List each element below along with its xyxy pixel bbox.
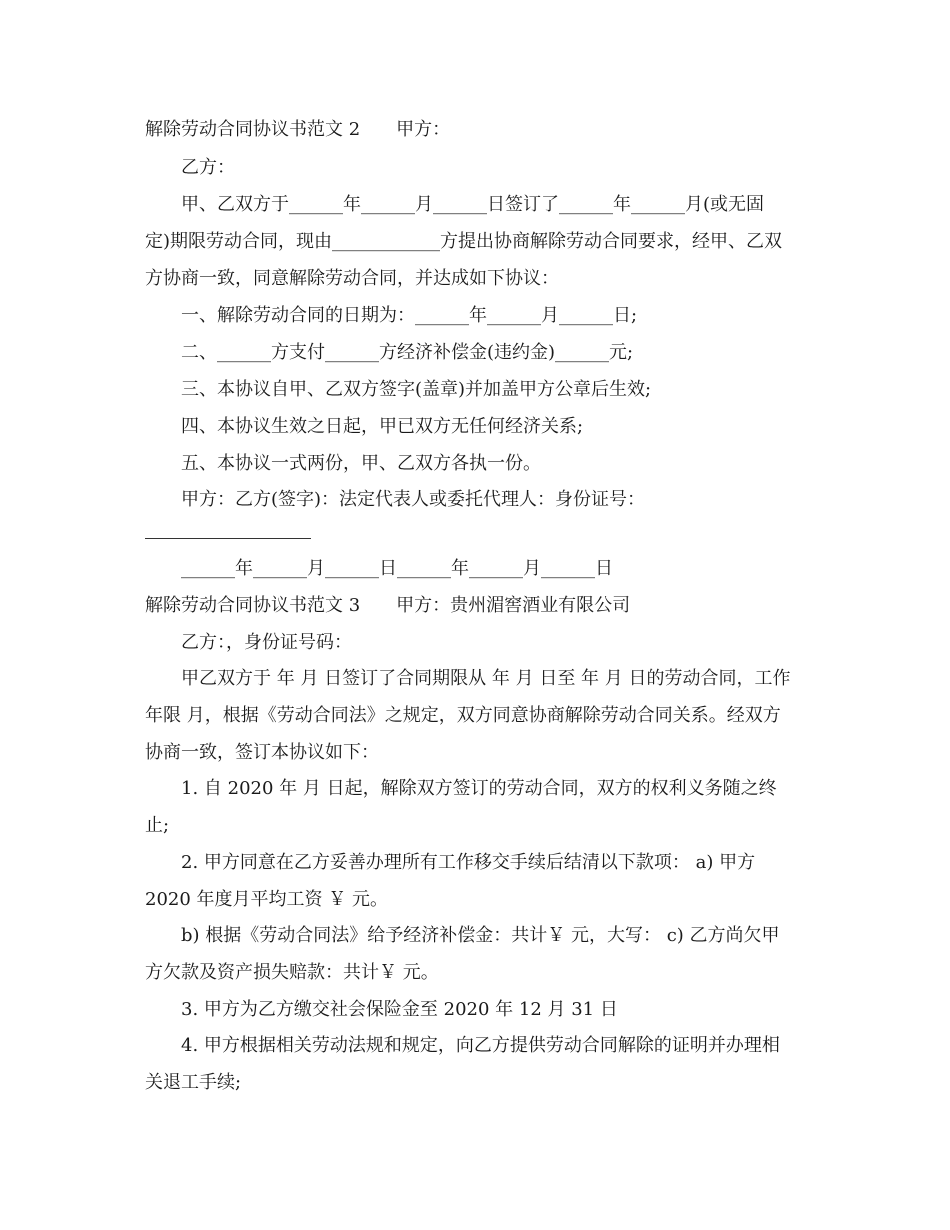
clause-2: 二、______方支付______方经济补偿金(违约金)______元;	[181, 342, 634, 363]
paragraph-line: 年限 月，根据《劳动合同法》之规定，双方同意协商解除劳动合同关系。经双方	[145, 705, 781, 726]
date-line: ______年______月______日______年______月______日	[181, 558, 613, 579]
clause-3: 三、本协议自甲、乙双方签字(盖章)并加盖甲方公章后生效;	[181, 379, 652, 400]
section-3-title: 解除劳动合同协议书范文 3 甲方：贵州湄窖酒业有限公司	[145, 595, 631, 616]
clause-5: 五、本协议一式两份，甲、乙双方各执一份。	[181, 453, 541, 474]
item-2-cont: 2020 年度月平均工资 ￥ 元。	[145, 889, 388, 910]
paragraph-line: 定)期限劳动合同，现由____________方提出协商解除劳动合同要求，经甲、乙双	[145, 231, 783, 252]
party-b-line: 乙方：	[181, 157, 235, 178]
item-2-b: b) 根据《劳动合同法》给予经济补偿金：共计￥ 元，大写： c) 乙方尚欠甲	[181, 925, 780, 946]
signature-blank-rule	[145, 538, 311, 539]
paragraph-line: 甲、乙双方于______年______月______日签订了______年______月(或无固	[181, 194, 765, 215]
paragraph-line: 方协商一致，同意解除劳动合同，并达成如下协议：	[145, 268, 559, 289]
paragraph-line: 甲乙双方于 年 月 日签订了合同期限从 年 月 日至 年 月 日的劳动合同，工作	[181, 668, 791, 689]
item-2-b-cont: 方欠款及资产损失赔款：共计￥ 元。	[145, 962, 439, 983]
item-1: 1. 自 2020 年 月 日起，解除双方签订的劳动合同，双方的权利义务随之终	[181, 778, 777, 799]
signature-line: 甲方：乙方(签字)：法定代表人或委托代理人：身份证号：	[181, 489, 646, 510]
item-4-cont: 关退工手续;	[145, 1072, 242, 1093]
section-2-title: 解除劳动合同协议书范文 2 甲方：	[145, 119, 451, 140]
item-1-cont: 止;	[145, 815, 170, 836]
party-b-id-line: 乙方：，身份证号码：	[181, 632, 352, 653]
clause-4: 四、本协议生效之日起，甲已双方无任何经济关系;	[181, 416, 584, 437]
clause-1: 一、解除劳动合同的日期为：______年______月______日;	[181, 305, 638, 326]
item-4: 4. 甲方根据相关劳动法规和规定，向乙方提供劳动合同解除的证明并办理相	[181, 1035, 780, 1056]
item-3: 3. 甲方为乙方缴交社会保险金至 2020 年 12 月 31 日	[181, 999, 618, 1020]
paragraph-line: 协商一致，签订本协议如下：	[145, 742, 379, 763]
item-2: 2. 甲方同意在乙方妥善办理所有工作移交手续后结清以下款项： a) 甲方	[181, 852, 756, 873]
